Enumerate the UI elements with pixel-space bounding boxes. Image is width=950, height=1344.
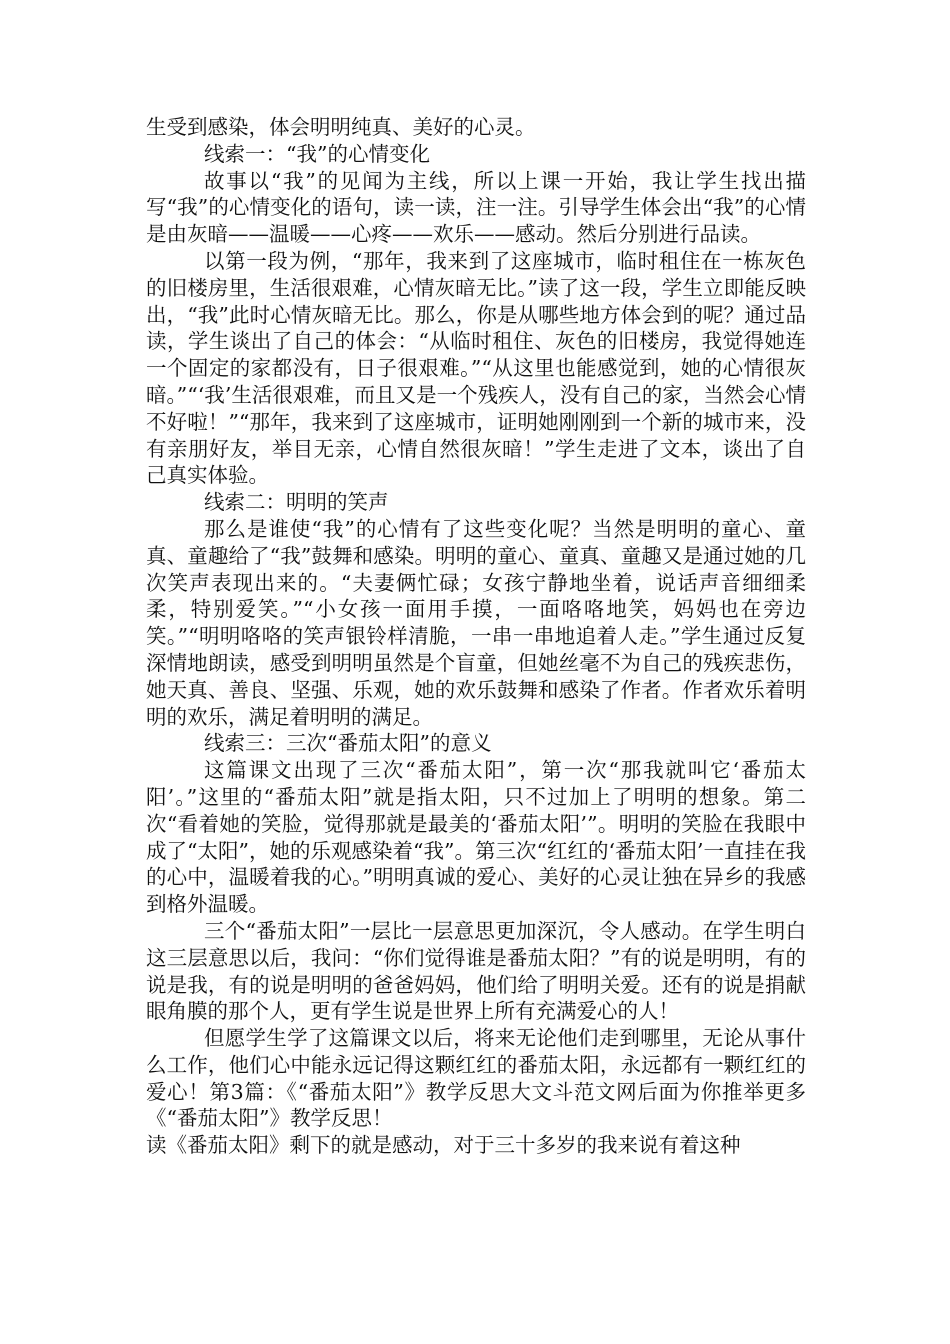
paragraph-mingming-laughter: 那么是谁使“我”的心情有了这些变化呢？当然是明明的童心、童真、童趣给了“我”鼓舞和感染。明明的童心、童真、童趣又是通过她的几次笑声表现出来的。“夫妻俩忙碌；女孩宁静地坐着，说话声音细细柔柔，特别爱笑。”“小女孩一面用手摸，一面咯咯地笑，妈妈也在旁边笑。”“明明咯咯的笑声银铃样清脆，一串一串地追着人走。”学生通过反复深情地朗读，感受到明明虽然是个盲童，但她丝毫不为自己的残疾悲伤，她天真、善良、坚强、乐观，她的欢乐鼓舞和感染了作者。作者欢乐着明明的欢乐，满足着明明的满足。 <box>146 516 806 729</box>
section-heading-clue-three: 线索三：三次“番茄太阳”的意义 <box>204 731 492 756</box>
document-body <box>146 114 806 1159</box>
paragraph-mood-changes: 故事以“我”的见闻为主线，所以上课一开始，我让学生找出描写“我”的心情变化的语句，读一读，注一注。引导学生体会出“我”的心情是由灰暗——温暖——心疼——欢乐——感动。然后分别进行品读。 <box>146 168 806 247</box>
paragraph-three-tomato-suns: 这篇课文出现了三次“番茄太阳”，第一次“那我就叫它‘番茄太阳’。”这里的“番茄太阳”就是指太阳，只不过加上了明明的想象。第二次“看着她的笑脸，觉得那就是最美的‘番茄太阳’”。明明的笑脸在我眼中成了“太阳”，她的乐观感染着“我”。第三次“红红的‘番茄太阳’一直挂在我的心中，温暖着我的心。”明明真诚的爱心、美好的心灵让独在异乡的我感到格外温暖。 <box>146 758 806 917</box>
section-heading-clue-two: 线索二：明明的笑声 <box>204 490 389 515</box>
paragraph-closing-wish: 但愿学生学了这篇课文以后，将来无论他们走到哪里，无论从事什么工作，他们心中能永远记得这颗红红的番茄太阳，永远都有一颗红红的爱心！第3篇：《“番茄太阳”》教学反思大文斗范文网后面为你推举更多《“番茄太阳”》教学反思！ <box>146 1026 806 1131</box>
paragraph-intro-tail: 生受到感染，体会明明纯真、美好的心灵。 <box>146 115 536 139</box>
paragraph-reading-reflection-start: 读《番茄太阳》剩下的就是感动，对于三十多岁的我来说有着这种 <box>146 1133 741 1158</box>
paragraph-who-is-tomato-sun: 三个“番茄太阳”一层比一层意思更加深沉，令人感动。在学生明白这三层意思以后，我问：“你们觉得谁是番茄太阳？”有的说是明明，有的说是我，有的说是明明的爸爸妈妈，他们给了明明关爱。还有的说是捐献眼角膜的那个人，更有学生说是世界上所有充满爱心的人！ <box>146 918 806 1024</box>
section-heading-clue-one: 线索一：“我”的心情变化 <box>204 141 430 166</box>
paragraph-first-section-example: 以第一段为例，“那年，我来到了这座城市，临时租住在一栋灰色的旧楼房里，生活很艰难，心情灰暗无比。”读了这一段，学生立即能反映出，“我”此时心情灰暗无比。那么，你是从哪些地方体会到的呢？通过品读，学生谈出了自己的体会：“从临时租住、灰色的旧楼房，我觉得她连一个固定的家都没有，日子很艰难。”“从这里也能感觉到，她的心情很灰暗。”“‘我’生活很艰难，而且又是一个残疾人，没有自己的家，当然会心情不好啦！”“那年，我来到了这座城市，证明她刚刚到一个新的城市来，没有亲朋好友，举目无亲，心情自然很灰暗！”学生走进了文本，谈出了自己真实体验。 <box>146 248 806 488</box>
